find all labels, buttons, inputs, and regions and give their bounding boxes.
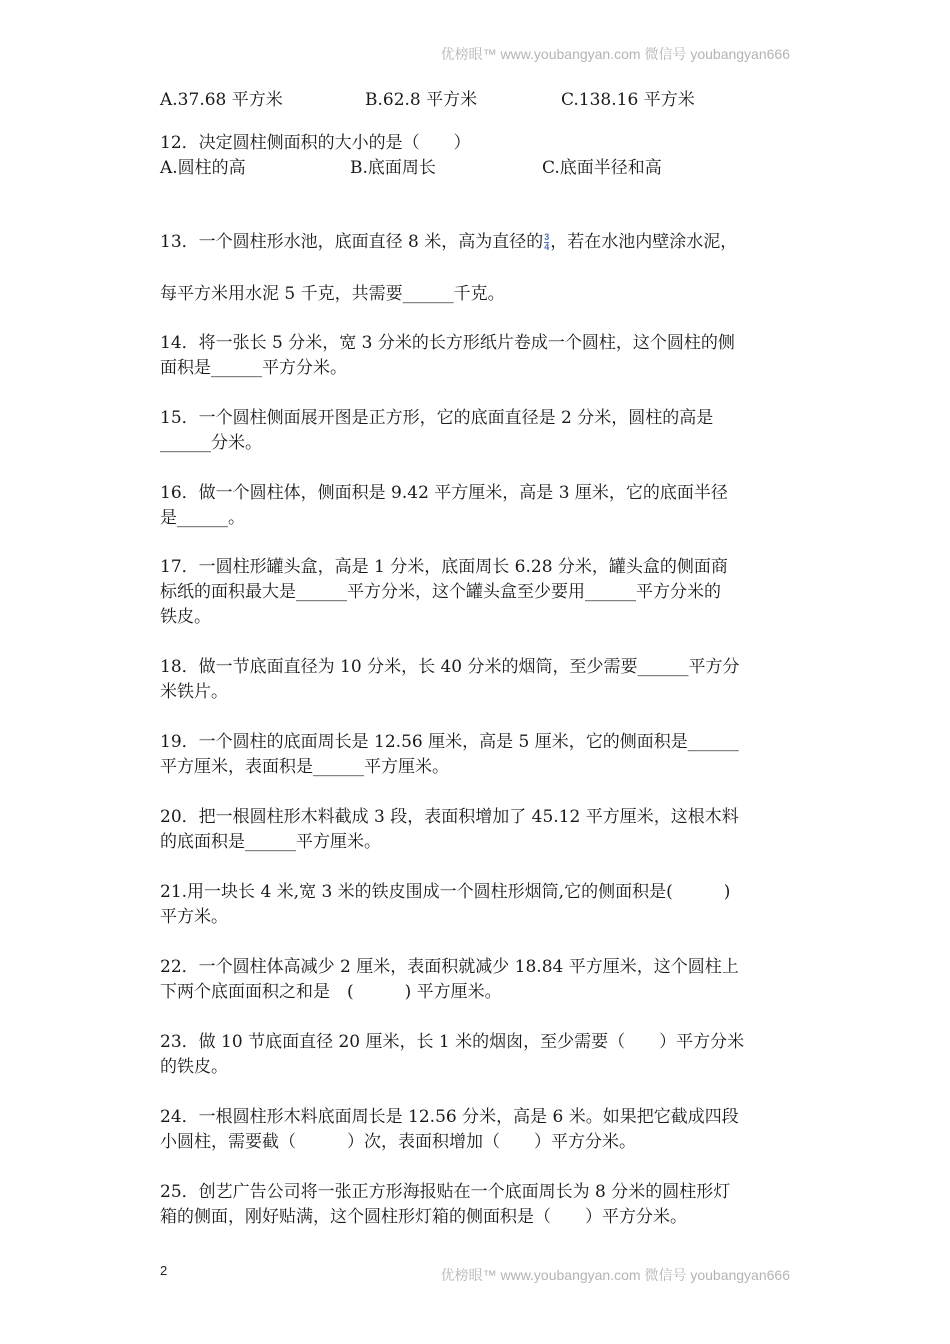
q12-options [160, 156, 792, 181]
question-16 [160, 481, 792, 531]
question-line: 22．一个圆柱体高减少 2 厘米，表面积就减少 18.84 平方厘米，这个圆柱上 [160, 957, 739, 977]
question-line: 16．做一个圆柱体，侧面积是 9.42 平方厘米，高是 3 厘米，它的底面半径 [160, 483, 728, 503]
question-17 [160, 555, 792, 630]
question-15 [160, 406, 792, 456]
question-line: ______分米。 [160, 433, 262, 453]
question-13-line-2: 每平方米用水泥 5 千克，共需要______千克。 [160, 284, 505, 304]
header-watermark: 优榜眼™ www.youbangyan.com 微信号 youbangyan666 [440, 46, 790, 62]
q12-option-b: B.底面周长 [350, 158, 436, 178]
question-line: 20．把一根圆柱形木料截成 3 段，表面积增加了 45.12 平方厘米，这根木料 [160, 807, 739, 827]
question-18 [160, 655, 792, 705]
question-20 [160, 805, 792, 855]
question-22 [160, 955, 792, 1005]
question-12 [160, 131, 792, 181]
question-line: 的底面积是______平方厘米。 [160, 832, 381, 852]
question-line: 17．一圆柱形罐头盒，高是 1 分米，底面周长 6.28 分米，罐头盒的侧面商 [160, 557, 728, 577]
q12-option-c: C.底面半径和高 [542, 158, 662, 178]
question-line: 是______。 [160, 508, 245, 528]
question-line: 的铁皮。 [160, 1057, 228, 1077]
question-line: 平方厘米，表面积是______平方厘米。 [160, 757, 449, 777]
question-line: 18．做一节底面直径为 10 分米，长 40 分米的烟筒，至少需要______平方分 [160, 657, 740, 677]
question-line: 小圆柱，需要截（ ）次，表面积增加（ ）平方分米。 [160, 1132, 636, 1152]
question-line: 面积是______平方分米。 [160, 358, 347, 378]
question-19 [160, 730, 792, 780]
question-line: 平方米。 [160, 907, 228, 927]
question-line: 15．一个圆柱侧面展开图是正方形，它的底面直径是 2 分米，圆柱的高是 [160, 408, 714, 428]
question-line: 25．创艺广告公司将一张正方形海报贴在一个底面周长为 8 分米的圆柱形灯 [160, 1182, 731, 1202]
question-13 [160, 230, 792, 307]
q11-option-a: A.37.68 平方米 [160, 90, 283, 110]
question-23 [160, 1030, 792, 1080]
question-line: 21.用一块长 4 米,宽 3 米的铁皮围成一个圆柱形烟筒,它的侧面积是( ) [160, 882, 731, 902]
question-line: 14．将一张长 5 分米，宽 3 分米的长方形纸片卷成一个圆柱，这个圆柱的侧 [160, 333, 735, 353]
q13-text-before: 13．一个圆柱形水池，底面直径 8 米，高为直径的 [160, 232, 544, 252]
question-line: 24．一根圆柱形木料底面周长是 12.56 分米，高是 6 米。如果把它截成四段 [160, 1107, 739, 1127]
q12-option-a: A.圆柱的高 [160, 158, 246, 178]
question-12-stem: 12．决定圆柱侧面积的大小的是（ ） [160, 133, 471, 153]
question-line: 箱的侧面，刚好贴满，这个圆柱形灯箱的侧面积是（ ）平方分米。 [160, 1207, 687, 1227]
question-24 [160, 1105, 792, 1155]
fraction [544, 233, 549, 252]
footer-watermark: 优榜眼™ www.youbangyan.com 微信号 youbangyan666 [440, 1267, 790, 1283]
question-21 [160, 880, 792, 930]
question-line: 铁皮。 [160, 607, 211, 627]
question-14 [160, 331, 792, 381]
fraction-numerator: 3 [544, 232, 550, 242]
question-line: 标纸的面积最大是______平方分米，这个罐头盒至少要用______平方分米的 [160, 582, 721, 602]
question-line: 19．一个圆柱的底面周长是 12.56 厘米，高是 5 厘米，它的侧面积是______ [160, 732, 739, 752]
question-line: 下两个底面面积之和是 ( ) 平方厘米。 [160, 982, 502, 1002]
question-line: 23．做 10 节底面直径 20 厘米，长 1 米的烟囱，至少需要（ ）平方分米 [160, 1032, 745, 1052]
question-25 [160, 1180, 792, 1230]
q13-text-after: ，若在水池内壁涂水泥， [550, 232, 738, 252]
question-line: 米铁片。 [160, 682, 228, 702]
fraction-denominator: 4 [544, 242, 550, 252]
q11-option-c: C.138.16 平方米 [561, 90, 695, 110]
question-13-line-1 [160, 230, 792, 255]
page-number: 2 [160, 1263, 168, 1278]
q11-option-b: B.62.8 平方米 [365, 90, 478, 110]
